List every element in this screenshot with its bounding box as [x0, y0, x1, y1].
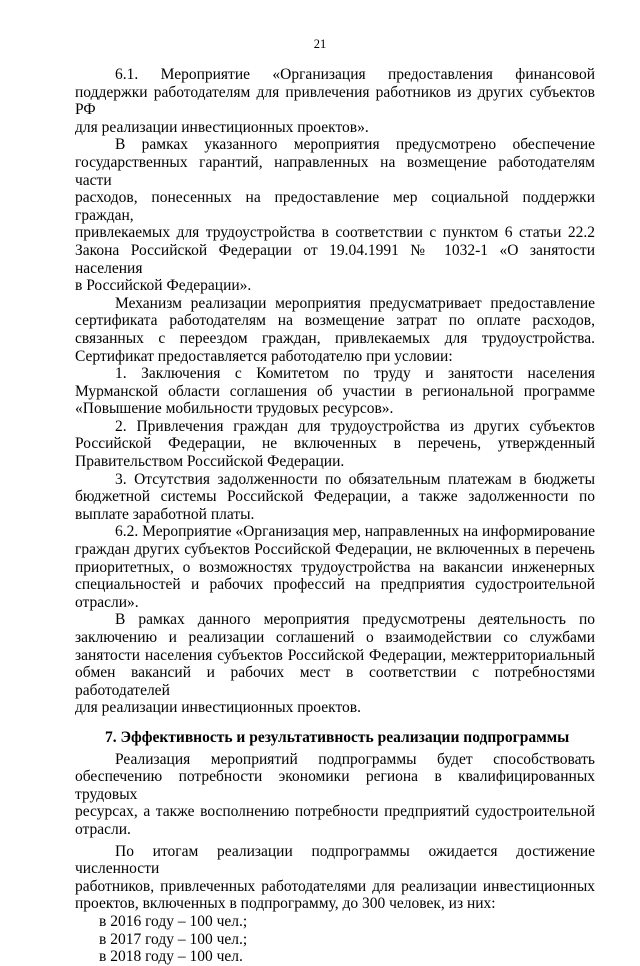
text-line: 2. Привлечения граждан для трудоустройства из других субъектов: [115, 417, 595, 435]
text-line: приоритетных, о возможностях трудоустройства на вакансии инженерных: [75, 558, 595, 576]
text-line: «Повышение мобильности трудовых ресурсов».: [75, 400, 394, 418]
section-heading-7: 7. Эффективность и результативность реализации подпрограммы: [105, 728, 570, 746]
document-body: [75, 66, 595, 966]
list-item: в 2018 году – 100 чел.: [99, 948, 243, 966]
text-line: обмен вакансий и рабочих мест в соответствии с потребностями работодателей: [75, 664, 595, 699]
text-line: граждан других субъектов Российской Федерации, не включенных в перечень: [75, 541, 595, 559]
text-line: В рамках указанного мероприятия предусмотрено обеспечение: [115, 136, 595, 154]
text-line: 6.1. Мероприятие «Организация предоставления финансовой: [115, 66, 595, 83]
text-line: отрасли».: [75, 593, 139, 611]
text-line: специальностей и рабочих профессий на предприятия судостроительной: [75, 576, 595, 594]
text-line: Закона Российской Федерации от 19.04.1991 № 1032-1 «О занятости населения: [75, 241, 595, 277]
text-line: 3. Отсутствия задолженности по обязательным платежам в бюджеты: [115, 470, 595, 488]
text-line: Механизм реализации мероприятия предусматривает предоставление: [115, 294, 595, 312]
text-line: По итогам реализации подпрограммы ожидается достижение численности: [75, 842, 595, 878]
paragraph-agreements: [75, 611, 595, 717]
condition-3: [75, 471, 595, 524]
condition-1: [75, 365, 595, 418]
paragraph-mechanism: [75, 295, 595, 365]
text-line: проектов, включенных в подпрограмму, до 300 человек, из них:: [75, 895, 496, 913]
text-line: привлекаемых для трудоустройства в соответствии с пунктом 6 статьи 22.2: [75, 224, 595, 242]
section-6-2: [75, 523, 595, 611]
text-line: Российской Федерации, не включенных в перечень, утвержденный: [75, 435, 595, 453]
condition-2: [75, 418, 595, 471]
list-item: в 2017 году – 100 чел.;: [99, 930, 248, 948]
text-line: отрасли.: [75, 820, 131, 838]
text-line: Правительством Российской Федерации.: [75, 453, 345, 471]
section-6-1: [75, 66, 595, 136]
text-line: В рамках данного мероприятия предусмотрены деятельность по: [115, 611, 595, 629]
text-line: для реализации инвестиционных проектов».: [75, 118, 369, 136]
text-line: занятости населения субъектов Российской Федерации, межтерриториальный: [75, 646, 595, 664]
list-item: в 2016 году – 100 чел.;: [99, 912, 248, 930]
text-line: заключению и реализации соглашений о взаимодействии со службами: [75, 629, 595, 646]
text-line: Мурманской области соглашения об участии в региональной программе: [75, 382, 595, 400]
text-line: для реализации инвестиционных проектов.: [75, 699, 361, 717]
text-line: поддержки работодателям для привлечения работников из других субъектов РФ: [75, 83, 595, 119]
text-line: государственных гарантий, направленных на возмещение работодателям части: [75, 153, 595, 189]
text-line: 6.2. Мероприятие «Организация мер, направленных на информирование: [115, 523, 595, 541]
text-line: работников, привлеченных работодателями для реализации инвестиционных: [75, 877, 595, 895]
paragraph-guarantees: [75, 136, 595, 294]
paragraph-effect: [75, 751, 595, 839]
text-line: расходов, понесенных на предоставление мер социальной поддержки граждан,: [75, 189, 595, 224]
text-line: связанных с переездом граждан, привлекаемых для трудоустройства.: [75, 329, 595, 347]
paragraph-results: [75, 843, 595, 913]
text-line: выплате заработной платы.: [75, 505, 255, 523]
text-line: в Российской Федерации».: [75, 277, 252, 295]
text-line: ресурсах, а также восполнению потребности предприятий судостроительной: [75, 803, 595, 821]
page-number: 21: [313, 37, 327, 51]
text-line: сертификата работодателям на возмещение затрат по оплате расходов,: [75, 312, 595, 330]
year-list: [75, 913, 595, 966]
text-line: бюджетной системы Российской Федерации, а также задолженности по: [75, 488, 595, 506]
text-line: Реализация мероприятий подпрограммы будет способствовать: [115, 750, 595, 768]
text-line: обеспечению потребности экономики региона в квалифицированных трудовых: [75, 768, 595, 803]
text-line: 1. Заключения с Комитетом по труду и занятости населения: [115, 365, 595, 383]
text-line: Сертификат предоставляется работодателю при условии:: [75, 347, 453, 365]
